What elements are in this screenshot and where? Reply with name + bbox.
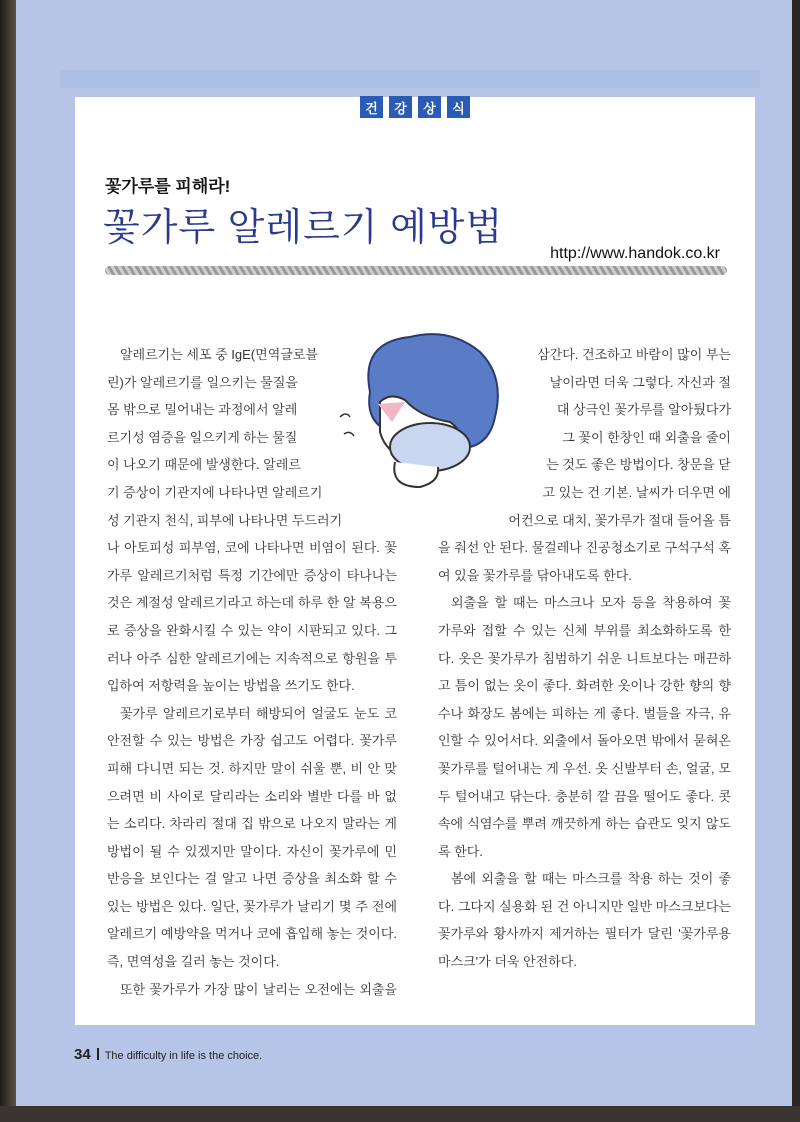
wavy-divider xyxy=(105,266,727,275)
body-text-line: 성 기관지 천식, 피부에 나타나면 두드러기 xyxy=(107,512,343,528)
top-band xyxy=(60,70,760,88)
body-text-line: 삼간다. 건조하고 바람이 많이 부는 xyxy=(537,347,731,362)
body-text-line: 는 소리다. 차라리 절대 집 밖으로 나오지 말라는 게 xyxy=(107,816,397,832)
body-text-line: 방법이 될 수 있겠지만 말이다. 자신이 꽃가루에 민 xyxy=(107,843,397,859)
body-text-line: 꽃가루 알레르기로부터 해방되어 얼굴도 눈도 코 xyxy=(120,705,397,721)
body-text-line: 것은 계절성 알레르기라고 하는데 하루 한 알 복용으 xyxy=(107,595,397,611)
body-text-line: 고 있는 건 기본. 날씨가 더우면 에 xyxy=(542,484,731,500)
body-text-line: 그 꽃이 한창인 때 외출을 줄이 xyxy=(562,429,731,445)
body-text-line: 마스크'가 더욱 안전하다. xyxy=(438,954,577,970)
section-badge: 식 xyxy=(447,96,470,118)
body-text-line: 꽃가루를 털어내는 게 우선. 옷 신발부터 손, 얼굴, 모 xyxy=(438,760,731,776)
section-badge: 건 xyxy=(360,96,383,118)
body-text-line: 두 털어내고 닦는다. 충분히 깔 끔을 떨어도 좋다. 콧 xyxy=(438,788,731,804)
body-text-line: 봄에 외출을 할 때는 마스크를 착용 하는 것이 좋 xyxy=(451,871,731,887)
body-text-line: 대 상극인 꽃가루를 알아뒀다가 xyxy=(556,402,731,418)
body-text-line: 가루와 접할 수 있는 신체 부위를 최소화하도록 한 xyxy=(438,622,731,638)
body-text-line: 다. 옷은 꽃가루가 침범하기 쉬운 니트보다는 매끈하 xyxy=(438,650,731,666)
body-text-line: 기 증상이 기관지에 나타나면 알레르기 xyxy=(107,484,323,500)
section-badges xyxy=(360,96,470,118)
section-badge: 강 xyxy=(389,96,412,118)
footer-tagline: The difficulty in life is the choice. xyxy=(104,1050,263,1062)
article-kicker: 꽃가루를 피해라! xyxy=(105,177,231,196)
body-text-line: 을 줘선 안 된다. 물걸레나 진공청소기로 구석구석 혹 xyxy=(438,540,731,556)
body-text-line: 으려면 비 사이로 달리라는 소리와 별반 다를 바 없 xyxy=(107,788,397,804)
body-text-line: 또한 꽃가루가 가장 많이 날리는 오전에는 외출을 xyxy=(120,981,397,997)
body-text-line: 피해 다니면 되는 것. 하지만 말이 쉬울 뿐, 비 안 맞 xyxy=(107,760,397,776)
body-text-line: 입하여 저항력을 높이는 방법을 쓰기도 한다. xyxy=(107,678,355,694)
body-text-line: 어컨으로 대치, 꽃가루가 절대 들어올 틈 xyxy=(508,512,731,528)
body-text-line: 나 아토피성 피부염, 코에 나타나면 비염이 된다. 꽃 xyxy=(107,540,397,556)
body-text-line: 르기성 염증을 일으키게 하는 물질 xyxy=(107,429,298,445)
section-badge: 상 xyxy=(418,96,441,118)
page-footer xyxy=(74,1046,262,1063)
article-title: 꽃가루 알레르기 예방법 xyxy=(103,207,504,249)
body-text-line: 로 증상을 완화시킬 수 있는 약이 시판되고 있다. 그 xyxy=(107,622,397,638)
body-text-line: 외출을 할 때는 마스크나 모자 등을 착용하여 꽃 xyxy=(451,595,731,611)
body-text-line: 꽃가루와 황사까지 제거하는 필터가 달린 '꽃가루용 xyxy=(438,926,731,942)
footer-separator xyxy=(97,1048,99,1060)
body-text-line: 록 한다. xyxy=(438,843,483,859)
body-text-line: 러나 아주 심한 알레르기에는 지속적으로 항원을 투 xyxy=(107,650,397,666)
body-text-line: 이 나오기 때문에 발생한다. 알레르 xyxy=(107,457,301,473)
body-text-line: 다. 그다지 실용화 된 건 아니지만 일반 마스크보다는 xyxy=(438,898,731,914)
body-text-line: 있는 방법은 있다. 일단, 꽃가루가 날리기 몇 주 전에 xyxy=(107,898,397,914)
body-text-line: 고 틈이 없는 옷이 좋다. 화려한 옷이나 강한 향의 향 xyxy=(438,678,731,694)
body-text-line: 날이라면 더욱 그렇다. 자신과 절 xyxy=(549,374,731,390)
page-number: 34 xyxy=(74,1046,91,1063)
body-text-line: 안전할 수 있는 방법은 가장 쉽고도 어렵다. 꽃가루 xyxy=(107,733,397,749)
body-text-line: 몸 밖으로 밀어내는 과정에서 알레 xyxy=(107,402,298,418)
body-text-line: 속에 식염수를 뿌려 깨끗하게 하는 습관도 잊지 않도 xyxy=(438,816,731,832)
body-text-line: 린)가 알레르기를 일으키는 물질을 xyxy=(107,374,298,390)
body-text-line: 즉, 면역성을 길러 놓는 것이다. xyxy=(107,954,280,970)
body-text-line: 수나 화장도 봄에는 피하는 게 좋다. 벌들을 자극, 유 xyxy=(438,705,731,721)
body-text-line: 알레르기는 세포 중 IgE(면역글로블 xyxy=(120,347,318,362)
body-text-line: 알레르기 예방약을 먹거나 코에 흡입해 놓는 것이다. xyxy=(107,926,397,942)
right-column xyxy=(438,341,731,976)
body-text-line: 는 것도 좋은 방법이다. 창문을 닫 xyxy=(546,457,731,473)
body-text-line: 반응을 보인다는 걸 알고 나면 증상을 최소화 할 수 xyxy=(107,871,397,887)
body-text-line: 인할 수 있어서다. 외출에서 돌아오면 밖에서 묻혀온 xyxy=(438,733,731,749)
page-bottom-edge xyxy=(0,1106,800,1122)
body-text-line: 가루 알레르기처럼 특정 기간에만 증상이 타나나는 xyxy=(107,567,397,583)
left-column xyxy=(107,341,397,1003)
body-text-line: 여 있을 꽃가루를 닦아내도록 한다. xyxy=(438,567,632,583)
source-url: http://www.handok.co.kr xyxy=(550,245,720,262)
book-spine xyxy=(0,0,16,1122)
